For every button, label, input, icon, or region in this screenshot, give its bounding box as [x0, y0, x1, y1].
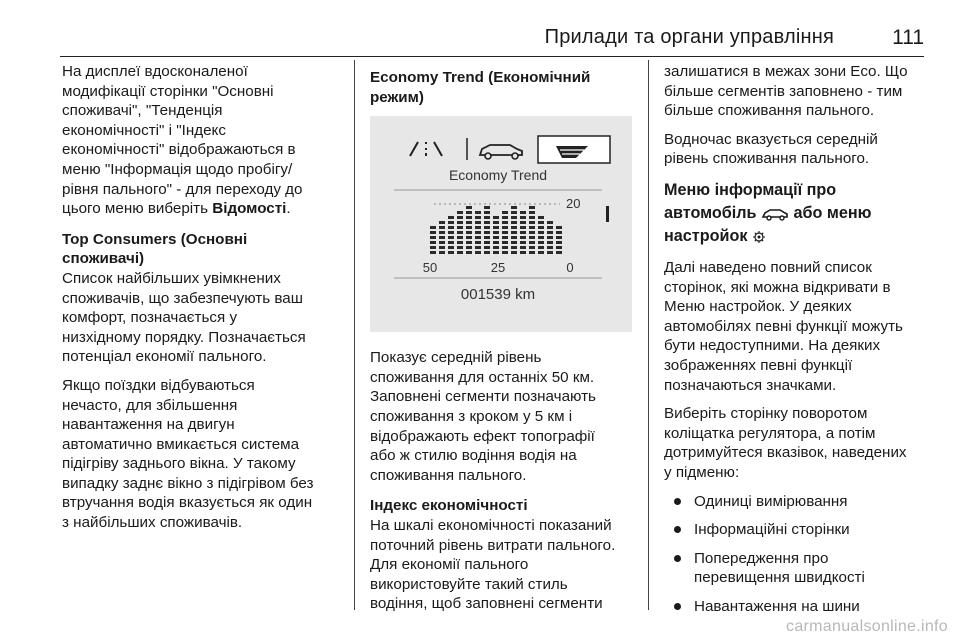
bar-segment	[520, 236, 526, 239]
consumption-bar	[493, 216, 499, 254]
bar-segment	[547, 231, 553, 234]
bar-segment	[511, 221, 517, 224]
bar-segment	[466, 216, 472, 219]
pages-list-intro: Далі наведено повний список сторінок, які можна відкривати в Меню настройок. У деяких автомобілях певні функції можуть бути недоступними. На деяких зображеннях певні функції позначаються значками.	[664, 258, 903, 394]
odometer-readout: 001539 km	[460, 286, 536, 304]
select-page-text: Виберіть сторінку поворотом коліщатка регулятора, а потім дотримуйтеся вказівок, наведених у підменю:	[664, 405, 907, 481]
consumption-bar	[475, 211, 481, 254]
bar-segment	[448, 246, 454, 249]
bar-segment	[520, 216, 526, 219]
bar-segment	[439, 236, 445, 239]
bar-segment	[538, 216, 544, 219]
bar-segment	[448, 231, 454, 234]
bar-segment	[475, 226, 481, 229]
bar-segment	[466, 241, 472, 244]
bar-segment	[520, 251, 526, 254]
bar-segment	[502, 221, 508, 224]
bar-segment	[457, 226, 463, 229]
bar-segment	[457, 221, 463, 224]
bar-segment	[529, 216, 535, 219]
vehicle-info-menu-heading	[664, 179, 934, 248]
bar-segment	[484, 251, 490, 254]
bar-segment	[466, 236, 472, 239]
bar-segment	[475, 241, 481, 244]
column-3	[664, 62, 934, 625]
car-icon	[761, 207, 789, 221]
consumption-bar	[448, 216, 454, 254]
consumption-bar	[547, 221, 553, 254]
bar-segment	[538, 246, 544, 249]
bar-segment	[430, 241, 436, 244]
bar-segment	[538, 221, 544, 224]
intro-bold-term: Відомості	[212, 200, 287, 218]
bar-segment	[466, 211, 472, 214]
bar-segment	[439, 226, 445, 229]
consumption-bar	[484, 206, 490, 254]
bar-segment	[457, 246, 463, 249]
axis-label-25: 25	[490, 260, 506, 276]
page-number: 111	[892, 26, 924, 49]
bar-segment	[466, 231, 472, 234]
intro-text: На дисплеї вдосконаленої модифікації сторінки "Основні споживачі", "Тенденція економічності" і "Індекс економічності" відображаються в меню "Інформація щодо пробігу/ рівня пального" - для переходу до цього меню виберіть	[62, 63, 303, 218]
bar-segment	[466, 251, 472, 254]
bar-segment	[457, 251, 463, 254]
bar-segment	[493, 251, 499, 254]
bar-segment	[502, 246, 508, 249]
bar-segment	[430, 246, 436, 249]
bar-segment	[466, 226, 472, 229]
bar-segment	[520, 231, 526, 234]
bar-segment	[511, 236, 517, 239]
bar-segment	[466, 206, 472, 209]
bar-segment	[475, 211, 481, 214]
bar-segment	[511, 231, 517, 234]
column-2	[370, 62, 636, 623]
bar-segment	[448, 236, 454, 239]
scale-top-label: 20	[566, 196, 581, 212]
bar-segment	[502, 236, 508, 239]
bar-segment	[556, 246, 562, 249]
tab-bar	[410, 136, 610, 163]
page-header	[60, 0, 924, 57]
bar-segment	[439, 231, 445, 234]
top-consumers-text: Список найбільших увімкнених споживачів, що забезпечують ваш комфорт, позначається у низхідному порядку. Позначається потенціал економії пального.	[62, 269, 306, 366]
bar-segment	[556, 241, 562, 244]
consumption-bars	[430, 206, 562, 254]
bar-segment	[439, 241, 445, 244]
bar-segment	[484, 206, 490, 209]
bar-segment	[538, 226, 544, 229]
bar-segment	[493, 231, 499, 234]
bar-segment	[475, 216, 481, 219]
bar-segment	[538, 251, 544, 254]
bar-segment	[556, 231, 562, 234]
bar-segment	[475, 236, 481, 239]
consumption-bar	[511, 206, 517, 254]
top-consumers-heading: Top Consumers (Основні споживачі)	[62, 230, 248, 268]
consumption-bar	[439, 221, 445, 254]
list-item: Навантаження на шини	[664, 597, 934, 617]
bar-segment	[484, 211, 490, 214]
bar-segment	[484, 241, 490, 244]
bar-segment	[502, 241, 508, 244]
list-item: Попередження про перевищення швидкості	[664, 549, 934, 588]
bar-segment	[484, 246, 490, 249]
bar-segment	[439, 221, 445, 224]
bar-segment	[556, 226, 562, 229]
column-1	[62, 62, 342, 542]
bar-segment	[529, 226, 535, 229]
bar-segment	[520, 241, 526, 244]
bar-segment	[493, 241, 499, 244]
bar-segment	[475, 231, 481, 234]
bar-segment	[529, 221, 535, 224]
bar-segment	[547, 251, 553, 254]
axis-label-50: 50	[422, 260, 438, 276]
bar-segment	[448, 226, 454, 229]
bar-segment	[484, 221, 490, 224]
bar-segment	[529, 246, 535, 249]
economy-trend-figure	[370, 116, 632, 332]
bar-segment	[493, 226, 499, 229]
consumption-bar	[538, 216, 544, 254]
bar-segment	[511, 206, 517, 209]
bar-segment	[484, 216, 490, 219]
bar-segment	[493, 216, 499, 219]
bar-segment	[547, 236, 553, 239]
bar-segment	[502, 231, 508, 234]
bar-segment	[538, 241, 544, 244]
bar-segment	[547, 241, 553, 244]
bar-segment	[538, 231, 544, 234]
bar-segment	[547, 226, 553, 229]
screen-title: Economy Trend	[448, 167, 548, 184]
bar-segment	[475, 251, 481, 254]
consumption-bar	[430, 226, 436, 254]
bar-segment	[448, 216, 454, 219]
bar-segment	[430, 251, 436, 254]
column-divider-2	[648, 60, 649, 610]
intro-end: .	[286, 200, 291, 218]
list-item: Одиниці вимірювання	[664, 492, 934, 512]
column-divider-1	[354, 60, 355, 610]
bar-segment	[502, 216, 508, 219]
bar-segment	[439, 246, 445, 249]
heading-part-4: настройок	[664, 226, 748, 245]
bar-segment	[547, 221, 553, 224]
bar-segment	[529, 251, 535, 254]
bar-segment	[529, 206, 535, 209]
continued-text: залишатися в межах зони Eco. Що більше сегментів заповнено - тим більше споживання пального.	[664, 63, 908, 120]
bar-segment	[547, 246, 553, 249]
bar-segment	[511, 211, 517, 214]
bar-segment	[457, 241, 463, 244]
bar-segment	[457, 216, 463, 219]
bar-segment	[448, 241, 454, 244]
bar-segment	[493, 246, 499, 249]
bar-segment	[529, 236, 535, 239]
scrollbar-thumb	[606, 206, 609, 222]
bar-segment	[484, 236, 490, 239]
bar-segment	[511, 246, 517, 249]
page-title: Прилади та органи управління	[544, 26, 834, 48]
bar-segment	[475, 221, 481, 224]
road-icon	[410, 142, 442, 156]
heading-part-2: автомобіль	[664, 203, 757, 222]
bar-segment	[520, 221, 526, 224]
submenu-list	[664, 492, 934, 617]
bar-segment	[493, 236, 499, 239]
heading-part-3: або меню	[793, 203, 872, 222]
bar-segment	[466, 246, 472, 249]
bar-segment	[484, 231, 490, 234]
bar-segment	[538, 236, 544, 239]
bar-segment	[430, 231, 436, 234]
economy-trend-text: Показує середній рівень споживання для останніх 50 км. Заповнені сегменти позначають споживання з кроком у 5 км і відображають ефект топографії або ж стилю водіння водія на споживання пального.	[370, 349, 596, 484]
bar-segment	[484, 226, 490, 229]
bar-segment	[520, 246, 526, 249]
consumption-bar	[466, 206, 472, 254]
economy-trend-heading: Economy Trend (Економічний режим)	[370, 69, 591, 106]
axis-label-0: 0	[566, 260, 574, 276]
bar-segment	[448, 251, 454, 254]
gear-icon	[752, 230, 766, 244]
watermark: carmanualsonline.info	[786, 618, 948, 635]
bar-segment	[457, 231, 463, 234]
bar-segment	[511, 216, 517, 219]
intro-paragraph	[62, 62, 342, 219]
bar-segment	[511, 251, 517, 254]
bar-segment	[529, 241, 535, 244]
economy-index-text: На шкалі економічності показаний поточний рівень витрати пального. Для економії пального використовуйте такий стиль водіння, щоб заповнені сегменти	[370, 516, 616, 613]
bar-segment	[448, 221, 454, 224]
bar-segment	[502, 251, 508, 254]
bar-segment	[556, 251, 562, 254]
bar-segment	[475, 246, 481, 249]
bar-segment	[529, 211, 535, 214]
trips-paragraph: Якщо поїздки відбуваються нечасто, для збільшення навантаження на двигун автоматично вмикається система підігріву заднього вікна. У такому випадку заднє вікно з підігрівом без втручання водія вказується як один з найбільших споживачів.	[62, 376, 314, 532]
consumption-bar	[529, 206, 535, 254]
bar-segment	[502, 226, 508, 229]
bar-segment	[439, 251, 445, 254]
bar-segment	[556, 236, 562, 239]
bar-segment	[457, 236, 463, 239]
bar-segment	[430, 226, 436, 229]
economy-trend-screen	[370, 116, 632, 332]
bar-segment	[430, 236, 436, 239]
consumption-bar	[457, 211, 463, 254]
heading-part-1: Меню інформації про	[664, 180, 837, 199]
bar-segment	[520, 211, 526, 214]
bar-segment	[502, 211, 508, 214]
bar-segment	[457, 211, 463, 214]
bar-segment	[466, 221, 472, 224]
average-consumption-text: Водночас вказується середній рівень споживання пального.	[664, 130, 878, 168]
consumption-bar	[520, 211, 526, 254]
bar-segment	[520, 226, 526, 229]
bar-segment	[511, 241, 517, 244]
car-icon	[480, 145, 522, 159]
consumption-bar	[502, 211, 508, 254]
bar-segment	[493, 221, 499, 224]
consumption-bar	[556, 226, 562, 254]
list-item: Інформаційні сторінки	[664, 520, 934, 540]
bar-segment	[529, 231, 535, 234]
bar-segment	[511, 226, 517, 229]
economy-index-heading: Індекс економічності	[370, 497, 528, 515]
